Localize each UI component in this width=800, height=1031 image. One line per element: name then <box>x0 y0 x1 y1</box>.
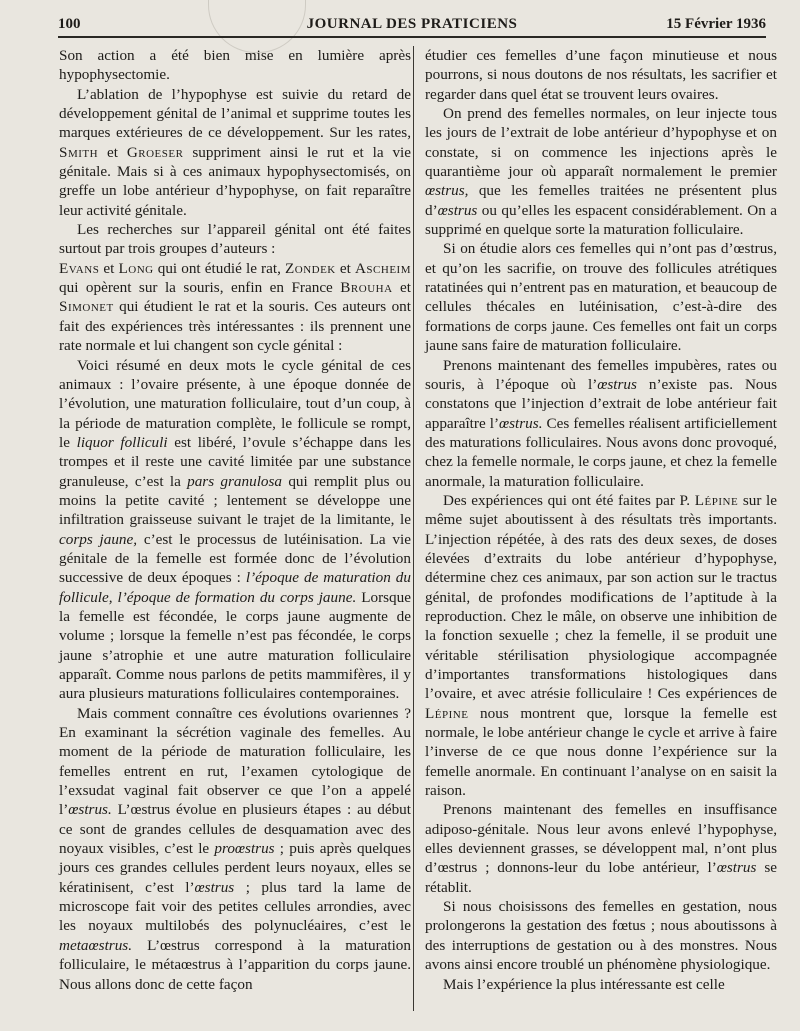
text-run: ou qu’elles les espacent considérablement. On a supprimé en quelque sorte la maturation folliculaire. <box>425 201 777 239</box>
text-run: est libéré, l’ovule s’échappe dans les trompes et il reste une cavité limitée par une substance granuleuse, c’est la <box>59 433 411 490</box>
paragraph <box>425 239 777 355</box>
text-run: L’ablation de l’hypophyse est suivie du retard de développement génital de l’animal et supprime toutes les marques extérieures de ce développement. Sur les rates, <box>59 85 411 142</box>
author-name: Simonet <box>59 298 114 316</box>
text-run: se rétablit. <box>425 859 777 896</box>
paragraph <box>425 104 777 239</box>
author-name: Lépine <box>694 491 739 509</box>
paragraph <box>425 491 777 801</box>
text-run: qui remplit plus ou moins la petite cavité ; lentement se développe une infiltration graisseuse suivant le trajet de la limitante, le <box>59 472 411 529</box>
left-column <box>59 46 411 994</box>
text-run: suppriment ainsi le rut et la vie génitale. Mais si à ces animaux hypophysectomisés, on greffe un lobe antérieur d’hypophyse, on fait reparaître leur activité génitale. <box>59 143 412 219</box>
italic-term: metaœstrus. <box>59 936 132 954</box>
paragraph <box>59 85 411 220</box>
italic-term: œstrus <box>194 878 235 896</box>
italic-term: pars granulosa <box>187 472 283 490</box>
text-run: qui opèrent sur la souris, enfin en France <box>59 279 341 297</box>
text-run: Voici résumé en deux mots le cycle génital de ces animaux : l’ovaire présente, à une époque donnée de l’évolution, une maturation folliculaire, tout d’un coup, à la période de maturation complète, le follicule se rompt, le <box>59 356 411 451</box>
italic-term: œstrus. <box>68 801 112 819</box>
paragraph <box>425 975 777 994</box>
column-divider <box>413 46 414 1011</box>
text-run: et <box>98 143 127 161</box>
text-run: et <box>392 279 411 297</box>
page-header <box>58 14 766 36</box>
right-column <box>425 46 777 994</box>
paragraph <box>425 356 777 491</box>
author-name: Zondek <box>284 259 336 277</box>
text-run: et <box>335 259 355 277</box>
paragraph <box>59 46 411 85</box>
italic-term: l’époque de maturation du follicule, l’époque de formation du corps jaune. <box>59 569 411 606</box>
author-name: Brouha <box>340 279 393 297</box>
text-run: Lorsque la femelle est fécondée, le corps jaune augmente de volume ; lorsque la femelle n’est pas fécondée, le corps jaune s’atrophie et une autre maturation folliculaire apparaît. Comme nous parlons de petits mammifères, il y aura plusieurs maturations folliculaires contemporaines. <box>59 588 411 703</box>
text-run: c’est le processus de lutéinisation. La vie génitale de la femelle est formée donc de l’évolution successive de deux époques : <box>59 530 411 587</box>
text-run: Ces femelles réalisent artificiellement des maturations folliculaires. Nous avons donc provoqué, chez la femelle normale, le corps jaune, et chez la femelle anormale, la maturation folliculaire. <box>425 414 778 490</box>
author-name: Smith <box>59 143 99 161</box>
text-run: sur le même sujet aboutissent à des résultats très importants. L’injection répétée, à des rats des deux sexes, de doses élevées d’extraits du lobe antérieur d’hypophyse, détermine chez ces animaux, par son action sur le tractus génital, de profondes modifications de l’aptitude à la reproduction. Chez le mâle, on observe une inhibition de la fonction sexuelle ; chez la femelle, il se produit une véritable stérilisation physiologique accompagnée d’importantes transformations histologiques dans l’ovaire, et avec atrésie folliculaire ! Ces expériences de <box>425 491 777 703</box>
text-run: Son action a été bien mise en lumière après hypophysectomie. <box>59 47 411 84</box>
paragraph <box>59 356 411 704</box>
italic-term: œstrus, <box>425 182 469 200</box>
paragraph <box>425 897 777 974</box>
italic-term: liquor folliculi <box>76 433 168 451</box>
author-name: Evans <box>59 259 100 277</box>
paragraph <box>59 220 411 259</box>
text-run: qui ont étudié le rat, <box>153 259 285 277</box>
text-run: L’œstrus évolue en plusieurs étapes : au début ce sont de grandes cellules de desquamation avec des noyaux visibles, c’est le <box>59 801 411 858</box>
header-rule <box>58 36 766 38</box>
italic-term: œstrus. <box>499 414 543 432</box>
text-run: Mais comment connaître ces évolutions ovariennes ? En examinant la sécrétion vaginale des femelles. Au moment de la période de maturation folliculaire, les femelles entrent en rut, l’examen cytologique de l’exsudat vaginal fait observer ce que l’on a appelé l’ <box>59 704 411 819</box>
text-run: que les femelles traitées ne présentent plus d’ <box>425 182 777 219</box>
italic-term: œstrus <box>597 375 637 393</box>
text-run: L’œstrus correspond à la maturation folliculaire, le métaœstrus à l’apparition du corps jaune. Nous allons donc de cette façon <box>59 936 411 993</box>
text-run: et <box>99 259 119 277</box>
text-run: Les recherches sur l’appareil génital ont été faites surtout par trois groupes d’auteurs : <box>59 221 411 258</box>
italic-term: œstrus <box>716 859 757 877</box>
author-name: Long <box>118 259 154 277</box>
issue-date: 15 Février 1936 <box>666 16 766 32</box>
italic-term: corps jaune, <box>59 530 138 548</box>
text-run: n’existe pas. Nous constatons que l’injection d’extrait de lobe antérieur fait apparaître l’ <box>425 375 778 432</box>
text-run: nous montrent que, lorsque la femelle est normale, le lobe antérieur change le cycle et arrive à faire l’inverse de ce que nous donne l’expérience sur la femelle anormale. En continuant l’analyse on en saisit la raison. <box>425 704 777 800</box>
text-run: qui étudient le rat et la souris. Ces auteurs ont fait des expériences très intéressantes : ils prennent une rate normale et lui changent son cycle génital : <box>59 298 411 355</box>
italic-term: œstrus <box>437 201 478 219</box>
text-run: ; puis après quelques jours ces grandes cellules perdent leurs noyaux, elles se kératinisent, c’est l’ <box>59 840 411 896</box>
text-run: ; plus tard la lame de microscope fait voir des petites cellules arrondies, avec les noyaux multilobés des polynucléaires, c’est le <box>59 878 411 935</box>
author-name: Lépine <box>425 704 469 722</box>
text-run: Prenons maintenant des femelles en insuffisance adiposo-génitale. Nous leur avons enlevé l’hypophyse, elles deviennent grasses, se développent mal, n’ont plus d’œstrus ; donnons-leur du lobe antérieur, l’ <box>425 801 777 877</box>
paragraph <box>425 800 777 897</box>
author-name: Ascheim <box>354 259 411 277</box>
text-run: Si nous choisissons des femelles en gestation, nous prolongerons la gestation des fœtus ; nous aboutissons à des interruptions de gestation ou à des monstres. Nous avons ainsi encore troublé un phénomène physiologique. <box>425 898 777 974</box>
paragraph <box>425 46 777 104</box>
author-name: Groeser <box>126 143 184 161</box>
text-run: Des expériences qui ont été faites par P. <box>443 491 695 509</box>
text-run: Si on étudie alors ces femelles qui n’ont pas d’œstrus, et qu’on les sacrifie, on trouve des follicules atrétiques ratatinées qui n’entrent pas en maturation, et beaucoup de cellules thécales en lutéinisation, c’est-à-dire des formations de corps jaune. Ces femelles ont fait un corps jaune sans faire de maturation folliculaire. <box>425 240 777 355</box>
text-run: Prenons maintenant des femelles impubères, rates ou souris, à l’époque où l’ <box>425 356 777 393</box>
text-run: Mais l’expérience la plus intéressante est celle <box>443 975 725 993</box>
page-number: 100 <box>58 16 81 32</box>
paragraph <box>59 704 411 994</box>
text-run: étudier ces femelles d’une façon minutieuse et nous pourrons, si nous doutons de nos résultats, les sacrifier et regarder dans quel état se trouvent leurs ovaires. <box>425 47 777 103</box>
italic-term: proœstrus <box>214 840 275 858</box>
journal-title: JOURNAL DES PRATICIENS <box>306 16 518 32</box>
paragraph <box>59 259 411 356</box>
text-run: On prend des femelles normales, on leur injecte tous les jours de l’extrait de lobe antérieur d’hypophyse et on constate, si on commence les injections après le quarantième jour où apparaît normalement le premier <box>425 105 777 181</box>
